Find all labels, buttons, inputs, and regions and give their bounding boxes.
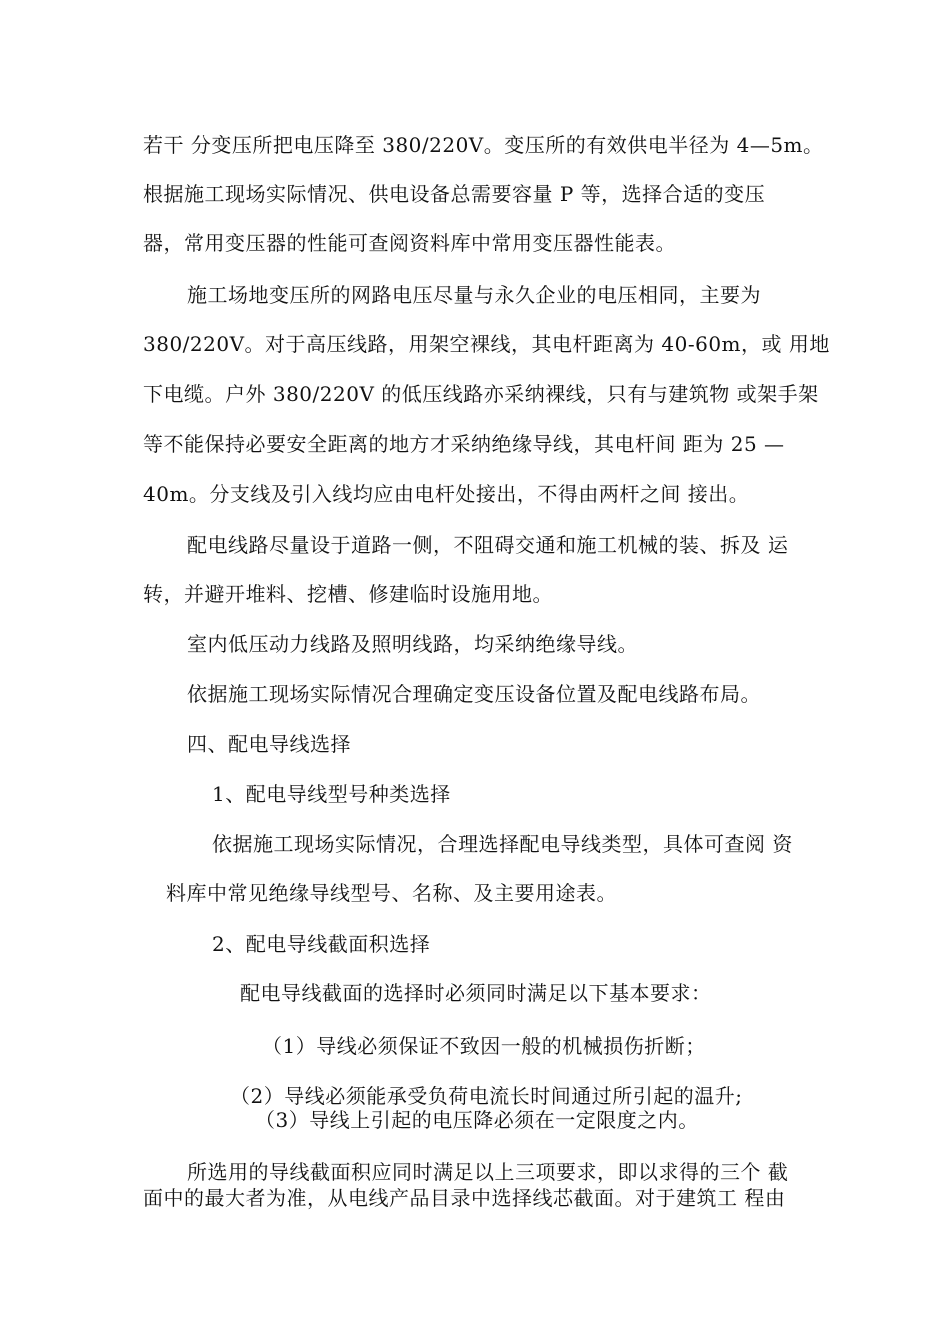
- text-line: 等不能保持必要安全距离的地方才采纳绝缘导线，其电杆间 距为 25 —: [143, 432, 785, 456]
- text-line: 器，常用变压器的性能可查阅资料库中常用变压器性能表。: [143, 231, 676, 255]
- text-line: 依据施工现场实际情况合理确定变压设备位置及配电线路布局。: [187, 682, 761, 706]
- requirement-item: （2）导线必须能承受负荷电流长时间通过所引起的温升;: [230, 1084, 743, 1108]
- text-line: 下电缆。户外 380/220V 的低压线路亦采纳裸线，只有与建筑物 或架手架: [143, 382, 819, 406]
- text-line: 依据施工现场实际情况，合理选择配电导线类型，具体可查阅 资: [212, 832, 793, 856]
- text-line: 若干 分变压所把电压降至 380/220V。变压所的有效供电半径为 4—5m。: [143, 133, 824, 157]
- text-line: 配电线路尽量设于道路一侧，不阻碍交通和施工机械的装、拆及 运: [187, 533, 789, 557]
- subsection-heading: 2、配电导线截面积选择: [212, 932, 431, 956]
- text-line: 室内低压动力线路及照明线路，均采纳绝缘导线。: [187, 632, 638, 656]
- text-line: 面中的最大者为准，从电线产品目录中选择线芯截面。对于建筑工 程由: [143, 1186, 786, 1210]
- text-line: 料库中常见绝缘导线型号、名称、及主要用途表。: [166, 881, 617, 905]
- text-line: 施工场地变压所的网路电压尽量与永久企业的电压相同，主要为: [187, 283, 761, 307]
- text-line: 根据施工现场实际情况、供电设备总需要容量 P 等，选择合适的变压: [143, 182, 766, 206]
- section-heading: 四、配电导线选择: [187, 732, 351, 756]
- text-line: 转，并避开堆料、挖槽、修建临时设施用地。: [143, 582, 553, 606]
- text-line: 配电导线截面的选择时必须同时满足以下基本要求：: [240, 981, 712, 1005]
- requirement-item: （3）导线上引起的电压降必须在一定限度之内。: [255, 1108, 699, 1132]
- requirement-item: （1）导线必须保证不致因一般的机械损伤折断；: [262, 1034, 706, 1058]
- text-line: 380/220V。对于高压线路，用架空裸线，其电杆距离为 40-60m，或 用地: [143, 332, 830, 356]
- text-line: 40m。分支线及引入线均应由电杆处接出，不得由两杆之间 接出。: [143, 482, 750, 506]
- subsection-heading: 1、配电导线型号种类选择: [212, 782, 451, 806]
- text-line: 所选用的导线截面积应同时满足以上三项要求，即以求得的三个 截: [187, 1160, 789, 1184]
